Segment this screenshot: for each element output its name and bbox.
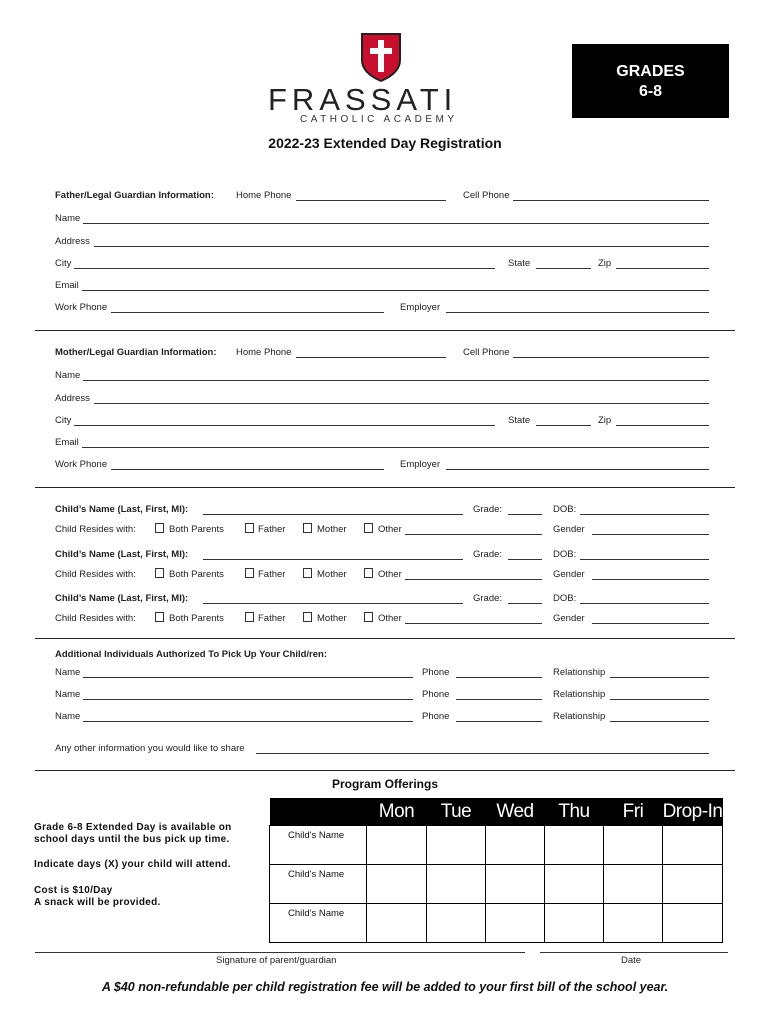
father-zip-field[interactable] xyxy=(616,268,709,269)
day-header-fri: Fri xyxy=(604,798,663,826)
grade-label: Grade: xyxy=(473,549,503,560)
mother-zip-label: Zip xyxy=(598,415,612,426)
schedule-day-cell[interactable] xyxy=(367,904,427,943)
mother-home-phone-field[interactable] xyxy=(296,357,446,358)
schedule-row xyxy=(270,865,723,904)
day-header-thu: Thu xyxy=(545,798,604,826)
grades-range: 6-8 xyxy=(638,83,663,100)
page-title: 2022-23 Extended Day Registration xyxy=(268,135,502,151)
mother-address-field[interactable] xyxy=(94,403,709,404)
mother-email-field[interactable] xyxy=(82,447,709,448)
dob-field[interactable] xyxy=(580,514,709,515)
father-cell-phone-field[interactable] xyxy=(513,200,709,201)
schedule-row xyxy=(270,904,723,943)
section-divider xyxy=(35,487,735,488)
schedule-day-cell[interactable] xyxy=(486,865,545,904)
schedule-day-cell[interactable] xyxy=(427,826,486,865)
schedule-day-cell[interactable] xyxy=(427,865,486,904)
other-checkbox[interactable] xyxy=(364,568,373,578)
program-availability-text xyxy=(34,822,232,846)
mother-city-label: City xyxy=(55,415,72,426)
grades-badge xyxy=(572,44,729,118)
pickup-phone-label: Phone xyxy=(422,667,450,678)
mother-state-label: State xyxy=(508,415,531,426)
dob-label: DOB: xyxy=(553,504,577,515)
availability-line-2: school days until the bus pick up time. xyxy=(34,834,230,845)
father-email-field[interactable] xyxy=(82,290,709,291)
grade-label: Grade: xyxy=(473,504,503,515)
child-name-label: Child’s Name (Last, First, MI): xyxy=(55,549,189,560)
father-section-label: Father/Legal Guardian Information: xyxy=(55,190,214,201)
signature-field[interactable] xyxy=(35,952,525,953)
date-label: Date xyxy=(621,955,642,966)
gender-field[interactable] xyxy=(592,623,709,624)
mother-employer-label: Employer xyxy=(400,459,441,470)
other-option-label: Other xyxy=(378,613,402,624)
gender-label: Gender xyxy=(553,569,585,580)
date-field[interactable] xyxy=(540,952,728,953)
schedule-child-name-cell[interactable]: Child's Name xyxy=(270,826,367,865)
father-employer-field[interactable] xyxy=(446,312,709,313)
pickup-name-label: Name xyxy=(55,667,81,678)
mother-zip-field[interactable] xyxy=(616,425,709,426)
other-checkbox[interactable] xyxy=(364,523,373,533)
both-parents-checkbox[interactable] xyxy=(155,523,164,533)
section-divider xyxy=(35,638,735,639)
availability-line-1: Grade 6-8 Extended Day is available on xyxy=(34,822,232,833)
father-name-field[interactable] xyxy=(83,223,709,224)
schedule-day-cell[interactable] xyxy=(486,826,545,865)
father-employer-label: Employer xyxy=(400,302,441,313)
schedule-day-cell[interactable] xyxy=(367,826,427,865)
schedule-day-cell[interactable] xyxy=(663,826,723,865)
other-info-label: Any other information you would like to share xyxy=(55,743,245,754)
mother-work-phone-field[interactable] xyxy=(111,469,384,470)
other-option-label: Other xyxy=(378,524,402,535)
mother-state-field[interactable] xyxy=(536,425,591,426)
schedule-day-cell[interactable] xyxy=(604,826,663,865)
gender-label: Gender xyxy=(553,613,585,624)
father-home-phone-label: Home Phone xyxy=(236,190,292,201)
pickup-phone-label: Phone xyxy=(422,711,450,722)
father-work-phone-label: Work Phone xyxy=(55,302,108,313)
father-option-label: Father xyxy=(258,524,286,535)
schedule-child-name-cell[interactable]: Child's Name xyxy=(270,865,367,904)
father-state-label: State xyxy=(508,258,531,269)
resides-with-label: Child Resides with: xyxy=(55,524,136,535)
father-city-field[interactable] xyxy=(74,268,495,269)
mother-work-phone-label: Work Phone xyxy=(55,459,108,470)
other-info-field[interactable] xyxy=(256,753,709,754)
mother-email-label: Email xyxy=(55,437,79,448)
schedule-day-cell[interactable] xyxy=(545,826,604,865)
father-checkbox[interactable] xyxy=(245,568,254,578)
father-home-phone-field[interactable] xyxy=(296,200,446,201)
signature-label: Signature of parent/guardian xyxy=(216,955,337,966)
father-name-label: Name xyxy=(55,213,81,224)
mother-employer-field[interactable] xyxy=(446,469,709,470)
registration-fee-note: A $40 non-refundable per child registration fee will be added to your first bill of the school year. xyxy=(101,980,669,994)
grade-field[interactable] xyxy=(508,603,542,604)
shield-logo-icon xyxy=(360,32,402,82)
schedule-day-cell[interactable] xyxy=(486,904,545,943)
pickup-relationship-label: Relationship xyxy=(553,667,606,678)
both-parents-checkbox[interactable] xyxy=(155,612,164,622)
mother-option-label: Mother xyxy=(317,569,347,580)
child-name-field[interactable] xyxy=(203,603,463,604)
other-checkbox[interactable] xyxy=(364,612,373,622)
day-header-tue: Tue xyxy=(427,798,486,826)
schedule-day-cell[interactable] xyxy=(604,865,663,904)
dob-field[interactable] xyxy=(580,603,709,604)
pickup-name-field[interactable] xyxy=(83,721,413,722)
pickup-name-field[interactable] xyxy=(83,699,413,700)
day-header-mon: Mon xyxy=(367,798,427,826)
pickup-phone-label: Phone xyxy=(422,689,450,700)
other-field[interactable] xyxy=(405,623,542,624)
mother-name-field[interactable] xyxy=(83,380,709,381)
pickup-relationship-label: Relationship xyxy=(553,689,606,700)
program-cost-text xyxy=(34,885,161,909)
father-email-label: Email xyxy=(55,280,79,291)
gender-field[interactable] xyxy=(592,534,709,535)
dob-label: DOB: xyxy=(553,549,577,560)
mother-cell-phone-field[interactable] xyxy=(513,357,709,358)
other-field[interactable] xyxy=(405,534,542,535)
schedule-day-cell[interactable] xyxy=(663,904,723,943)
mother-cell-phone-label: Cell Phone xyxy=(463,347,510,358)
day-header-dropin: Drop-In xyxy=(663,798,723,826)
father-checkbox[interactable] xyxy=(245,523,254,533)
father-state-field[interactable] xyxy=(536,268,591,269)
pickup-section-label: Additional Individuals Authorized To Pick Up Your Child/ren: xyxy=(55,649,327,660)
both-parents-label: Both Parents xyxy=(169,524,224,535)
resides-with-label: Child Resides with: xyxy=(55,569,136,580)
schedule-corner xyxy=(270,798,367,826)
father-checkbox[interactable] xyxy=(245,612,254,622)
pickup-phone-field[interactable] xyxy=(456,699,542,700)
father-option-label: Father xyxy=(258,613,286,624)
schedule-day-cell[interactable] xyxy=(663,865,723,904)
mother-name-label: Name xyxy=(55,370,81,381)
section-divider xyxy=(35,330,735,331)
both-parents-label: Both Parents xyxy=(169,569,224,580)
father-address-label: Address xyxy=(55,236,90,247)
pickup-relationship-field[interactable] xyxy=(610,721,709,722)
schedule-day-cell[interactable] xyxy=(545,865,604,904)
schedule-child-name-cell[interactable]: Child's Name xyxy=(270,904,367,943)
schedule-day-cell[interactable] xyxy=(545,904,604,943)
grade-field[interactable] xyxy=(508,559,542,560)
father-city-label: City xyxy=(55,258,72,269)
father-work-phone-field[interactable] xyxy=(111,312,384,313)
child-name-field[interactable] xyxy=(203,514,463,515)
logo-subtitle: CATHOLIC ACADEMY xyxy=(300,114,458,125)
schedule-day-cell[interactable] xyxy=(427,904,486,943)
child-name-label: Child’s Name (Last, First, MI): xyxy=(55,504,189,515)
father-cell-phone-label: Cell Phone xyxy=(463,190,510,201)
snack-line: A snack will be provided. xyxy=(34,897,161,908)
schedule-header-row xyxy=(270,798,723,826)
child-name-label: Child’s Name (Last, First, MI): xyxy=(55,593,189,604)
mother-section-label: Mother/Legal Guardian Information: xyxy=(55,347,217,358)
schedule-day-cell[interactable] xyxy=(604,904,663,943)
grade-label: Grade: xyxy=(473,593,503,604)
schedule-row xyxy=(270,826,723,865)
gender-field[interactable] xyxy=(592,579,709,580)
pickup-relationship-field[interactable] xyxy=(610,699,709,700)
pickup-relationship-label: Relationship xyxy=(553,711,606,722)
pickup-name-label: Name xyxy=(55,711,81,722)
resides-with-label: Child Resides with: xyxy=(55,613,136,624)
mother-checkbox[interactable] xyxy=(303,612,312,622)
program-instruction-text: Indicate days (X) your child will attend. xyxy=(34,859,231,870)
mother-address-label: Address xyxy=(55,393,90,404)
father-address-field[interactable] xyxy=(94,246,709,247)
day-header-wed: Wed xyxy=(486,798,545,826)
child-name-field[interactable] xyxy=(203,559,463,560)
both-parents-checkbox[interactable] xyxy=(155,568,164,578)
schedule-day-cell[interactable] xyxy=(367,865,427,904)
section-divider xyxy=(35,770,735,771)
mother-city-field[interactable] xyxy=(74,425,495,426)
pickup-name-label: Name xyxy=(55,689,81,700)
pickup-name-field[interactable] xyxy=(83,677,413,678)
schedule-table xyxy=(269,798,723,943)
mother-checkbox[interactable] xyxy=(303,523,312,533)
dob-field[interactable] xyxy=(580,559,709,560)
father-zip-label: Zip xyxy=(598,258,612,269)
other-option-label: Other xyxy=(378,569,402,580)
mother-checkbox[interactable] xyxy=(303,568,312,578)
pickup-phone-field[interactable] xyxy=(456,677,542,678)
logo-name: FRASSATI xyxy=(268,82,458,117)
grade-field[interactable] xyxy=(508,514,542,515)
father-option-label: Father xyxy=(258,569,286,580)
pickup-phone-field[interactable] xyxy=(456,721,542,722)
mother-option-label: Mother xyxy=(317,613,347,624)
cost-line: Cost is $10/Day xyxy=(34,885,113,896)
program-title: Program Offerings xyxy=(331,777,439,791)
other-field[interactable] xyxy=(405,579,542,580)
pickup-relationship-field[interactable] xyxy=(610,677,709,678)
mother-home-phone-label: Home Phone xyxy=(236,347,292,358)
gender-label: Gender xyxy=(553,524,585,535)
mother-option-label: Mother xyxy=(317,524,347,535)
both-parents-label: Both Parents xyxy=(169,613,224,624)
grades-label: GRADES xyxy=(616,63,685,80)
dob-label: DOB: xyxy=(553,593,577,604)
